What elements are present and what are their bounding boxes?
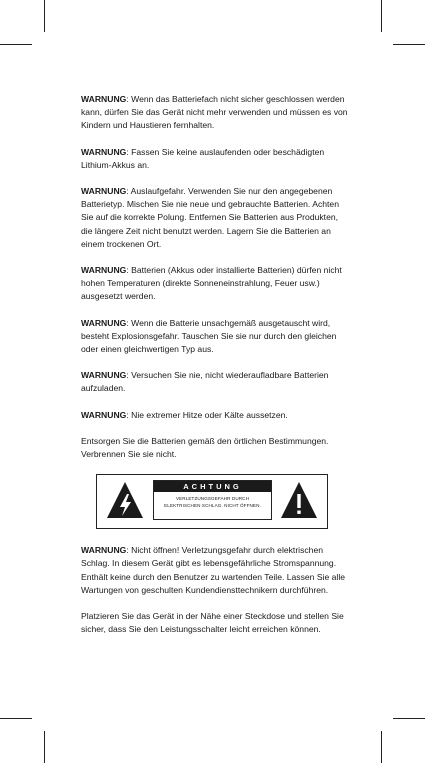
warning-paragraph — [81, 369, 351, 395]
crop-mark — [381, 731, 382, 763]
warning-paragraph — [81, 409, 351, 422]
lightning-warning-icon — [105, 480, 145, 520]
warning-label: WARNUNG — [81, 146, 127, 157]
crop-mark — [0, 44, 32, 45]
warning-text: Entsorgen Sie die Batterien gemäß den örtlichen Bestimmungen. Verbrennen Sie sie nicht. — [81, 435, 329, 460]
document-body — [81, 93, 351, 649]
sign-line-1: VERLETZUNGSGEFAHR DURCH — [175, 496, 249, 502]
achtung-panel — [153, 480, 272, 520]
warning-text: : Batterien (Akkus oder installierte Batterien) dürfen nicht hohen Temperaturen (direkte Sonneneinstrahlung, Feuer usw.) ausgesetzt werden. — [81, 265, 342, 302]
crop-mark — [44, 731, 45, 763]
warning-label: WARNUNG — [81, 370, 127, 381]
crop-mark — [44, 0, 45, 32]
achtung-title: ACHTUNG — [154, 481, 271, 492]
crop-mark — [381, 0, 382, 32]
warning-label: WARNUNG — [81, 186, 127, 197]
warning-label: WARNUNG — [81, 94, 127, 104]
sign-line-2: ELEKTRISCHEN SCHLAG. NICHT ÖFFNEN. — [164, 503, 261, 509]
warnings-list-after — [81, 544, 351, 636]
warning-label: WARNUNG — [81, 265, 127, 276]
warning-text: Platzieren Sie das Gerät in der Nähe einer Steckdose und stellen Sie sicher, dass Sie den Leistungsschalter leicht erreichen können. — [81, 611, 344, 635]
warnings-list — [81, 93, 351, 461]
warning-text: : Wenn die Batterie unsachgemäß ausgetauscht wird, besteht Explosionsgefahr. Tauschen Sie sie nur durch den gleichen oder einen gleichwertigen Typ aus. — [81, 317, 337, 355]
crop-mark — [0, 718, 32, 719]
warning-text: : Nicht öffnen! Verletzungsgefahr durch elektrischen Schlag. In diesem Gerät gibt es lebensgefährliche Stromspannung. Enthält keine durch den Benutzer zu wartenden Teile. Lassen Sie alle Wartungen von geschulten Kundendiensttechnikern durchführen. — [81, 545, 346, 595]
warning-paragraph — [81, 610, 351, 636]
warning-text: : Nie extremer Hitze oder Kälte aussetzen. — [126, 409, 288, 420]
crop-mark — [393, 718, 425, 719]
warning-paragraph — [81, 264, 351, 304]
warning-paragraph — [81, 185, 351, 251]
warning-text: : Wenn das Batteriefach nicht sicher geschlossen werden kann, dürfen Sie das Gerät nicht mehr verwenden und müssen es von Kindern und Haustieren fernhalten. — [81, 94, 348, 131]
warning-paragraph — [81, 544, 351, 597]
exclamation-warning-icon — [279, 480, 319, 520]
warning-label: WARNUNG — [81, 317, 127, 328]
warning-text: : Versuchen Sie nie, nicht wiederaufladbare Batterien aufzuladen. — [81, 370, 329, 394]
warning-paragraph — [81, 146, 351, 172]
warning-paragraph — [81, 93, 351, 133]
warning-text: : Auslaufgefahr. Verwenden Sie nur den angegebenen Batterietyp. Mischen Sie nie neue und gebrauchte Batterien. Achten Sie auf die korrekte Polung. Entfernen Sie Batterien aus Produkten, die längere Zeit nicht benutzt werden. Lagern Sie die Batterien an einem trockenen Ort. — [81, 186, 339, 249]
warning-label: WARNUNG — [81, 409, 127, 420]
warning-text: : Fassen Sie keine auslaufenden oder beschädigten Lithium-Akkus an. — [81, 146, 325, 170]
warning-sign — [96, 474, 328, 529]
warning-label: WARNUNG — [81, 545, 127, 556]
crop-mark — [393, 44, 425, 45]
sign-text — [154, 492, 271, 509]
warning-paragraph — [81, 435, 351, 461]
warning-paragraph — [81, 317, 351, 357]
